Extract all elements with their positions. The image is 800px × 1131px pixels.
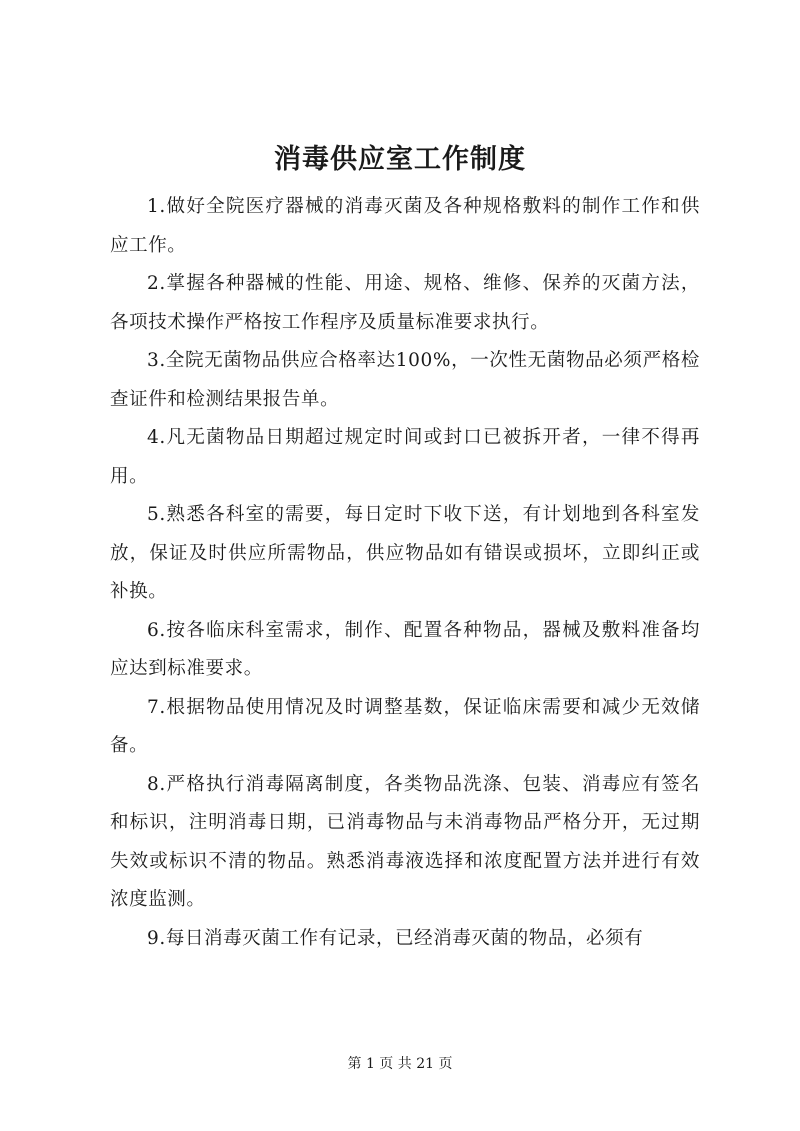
paragraph-3: 3.全院无菌物品供应合格率达100%，一次性无菌物品必须严格检查证件和检测结果报告单。 — [110, 350, 700, 410]
paragraph-5: 5.熟悉各科室的需要，每日定时下收下送，有计划地到各科室发放，保证及时供应所需物品，供应物品如有错误或损坏，立即纠正或补换。 — [110, 504, 700, 602]
paragraph-2: 2.掌握各种器械的性能、用途、规格、维修、保养的灭菌方法，各项技术操作严格按工作程序及质量标准要求执行。 — [110, 273, 700, 333]
paragraph-9: 9.每日消毒灭菌工作有记录，已经消毒灭菌的物品，必须有 — [147, 927, 644, 949]
paragraph-6: 6.按各临床科室需求，制作、配置各种物品，器械及敷料准备均应达到标准要求。 — [110, 619, 700, 679]
paragraph-4: 4.凡无菌物品日期超过规定时间或封口已被拆开者，一律不得再用。 — [110, 427, 700, 487]
paragraph-1: 1.做好全院医疗器械的消毒灭菌及各种规格敷料的制作工作和供应工作。 — [110, 196, 700, 256]
page-number-footer: 第 1 页 共 21 页 — [347, 1056, 453, 1072]
document-title: 消毒供应室工作制度 — [274, 144, 526, 175]
paragraph-8: 8.严格执行消毒隔离制度，各类物品洗涤、包装、消毒应有签名和标识，注明消毒日期，已消毒物品与未消毒物品严格分开，无过期失效或标识不清的物品。熟悉消毒液选择和浓度配置方法并进行有效浓度监测。 — [110, 773, 700, 910]
paragraph-7: 7.根据物品使用情况及时调整基数，保证临床需要和减少无效储备。 — [110, 696, 700, 756]
document-body — [110, 188, 700, 958]
